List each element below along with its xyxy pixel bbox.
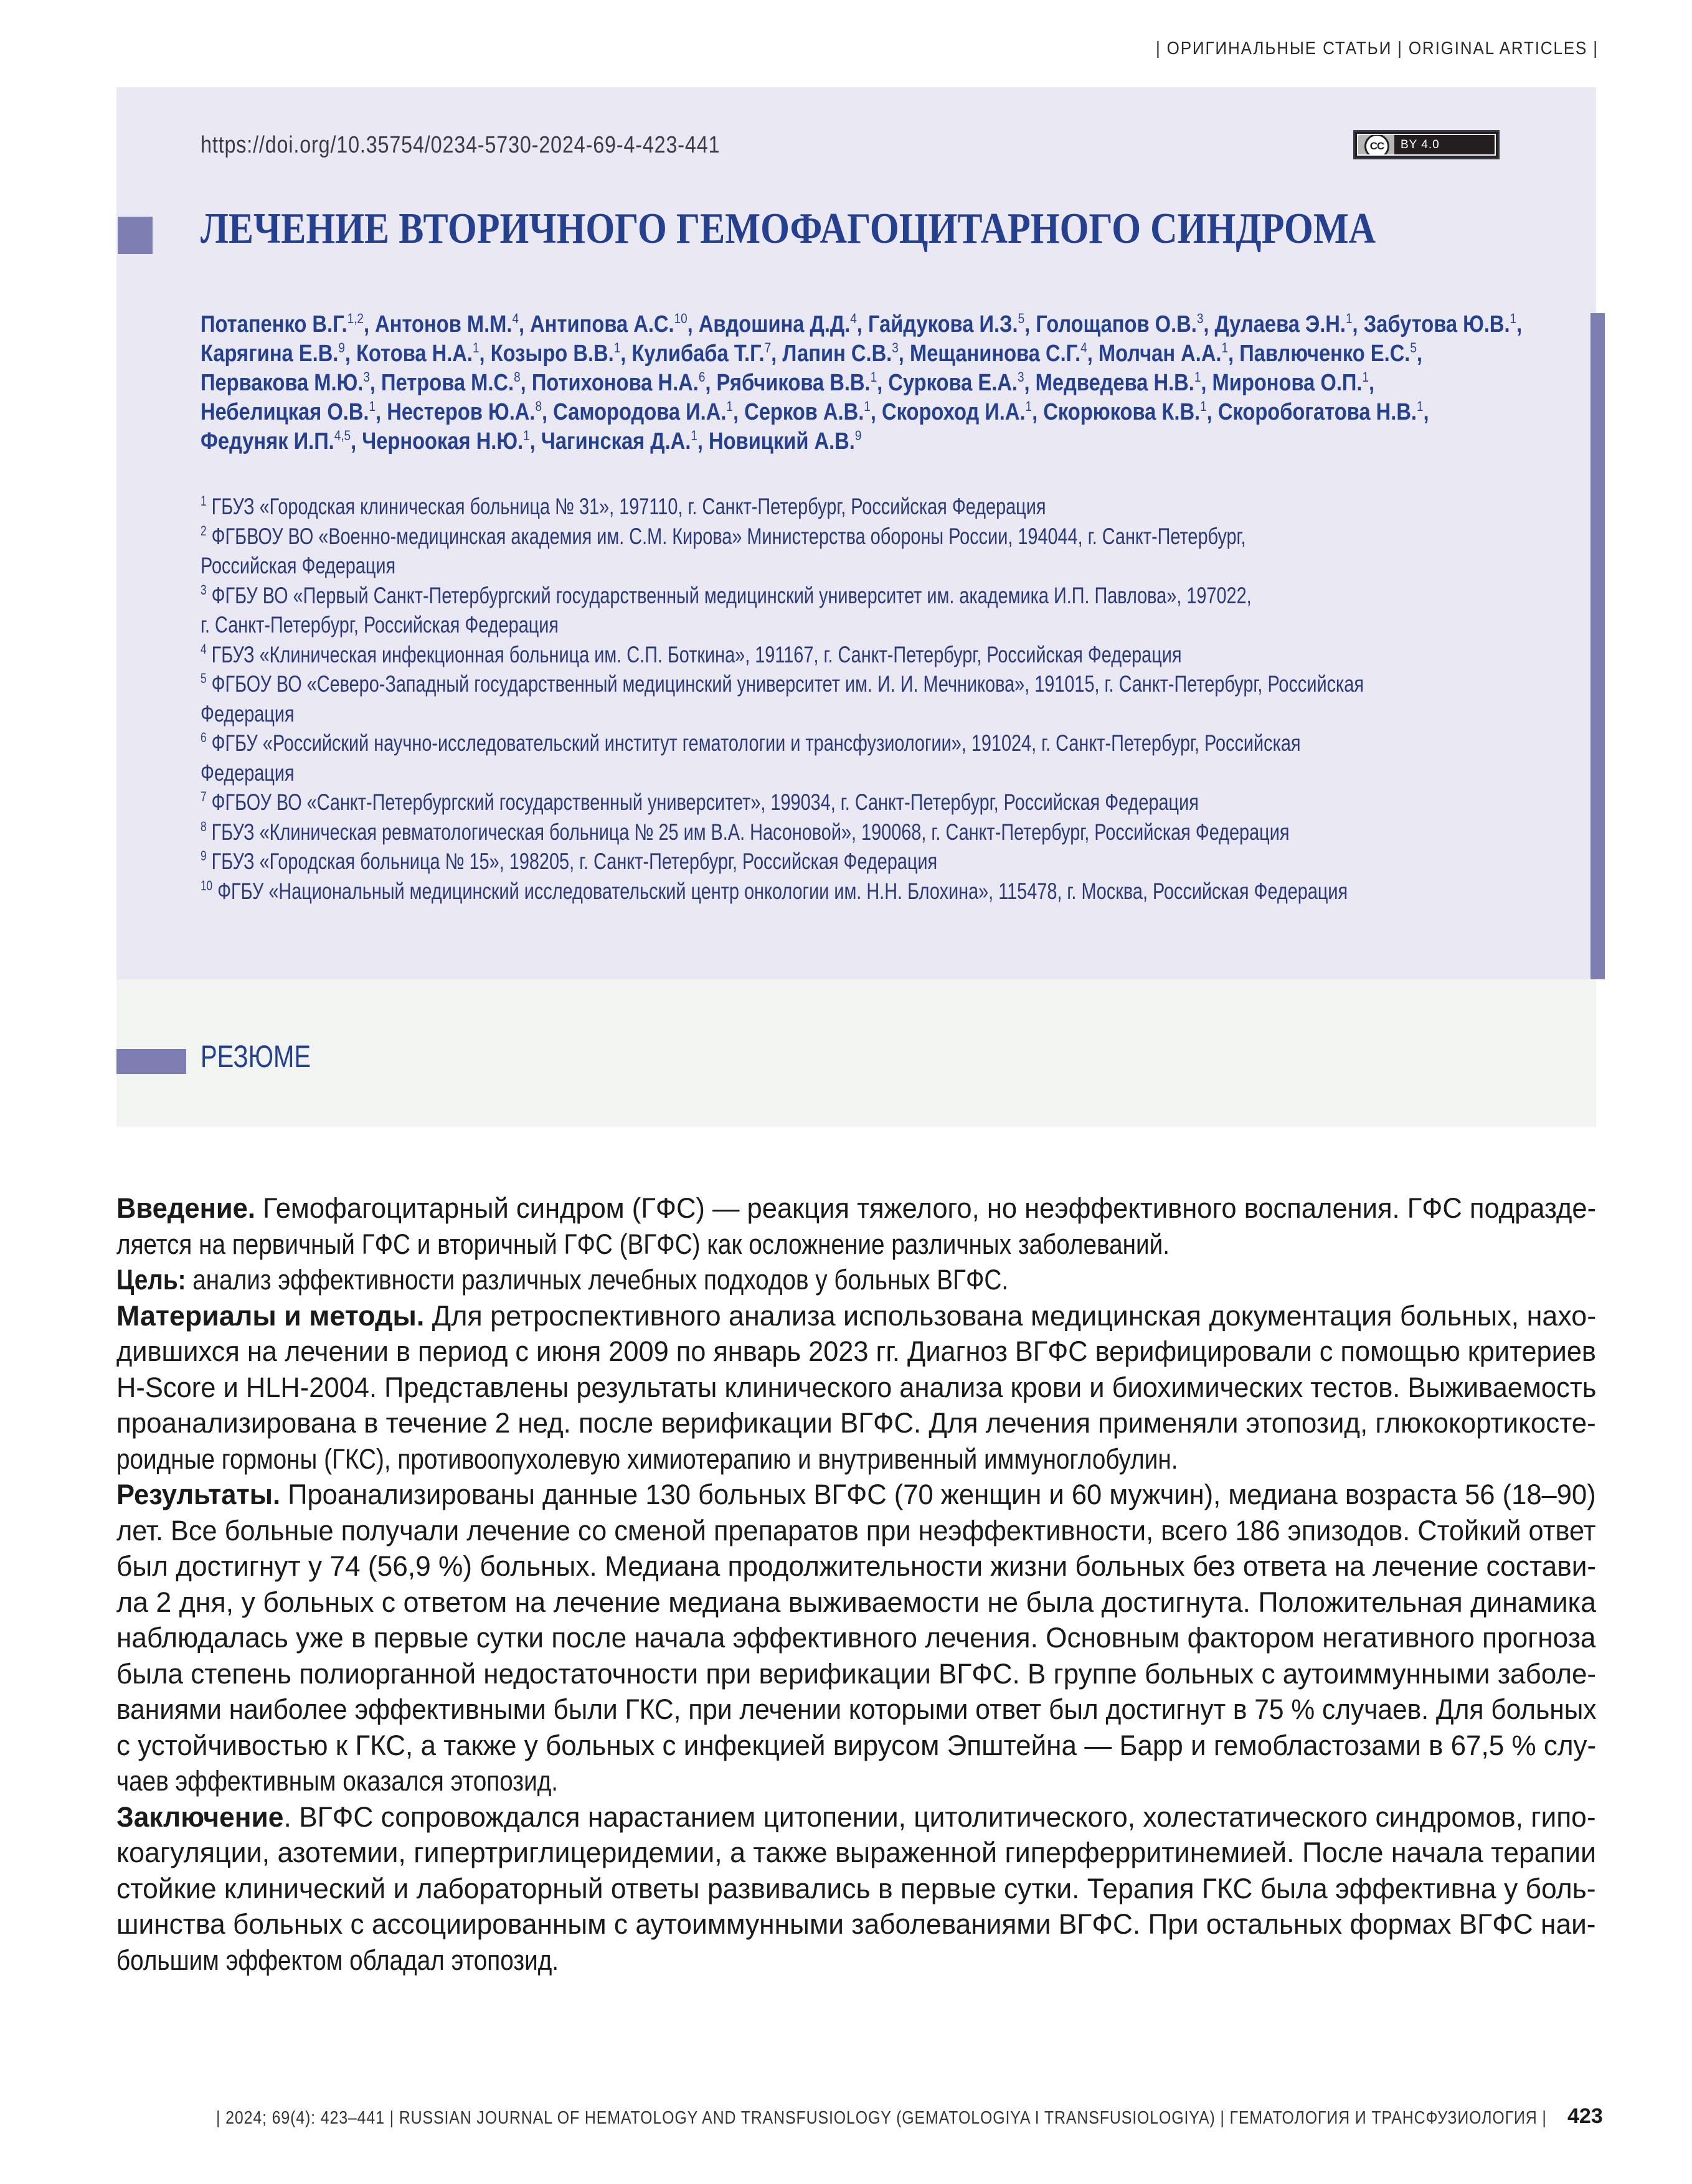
affiliation-ref: 1 <box>1221 340 1229 355</box>
affiliation-line <box>201 877 1512 906</box>
abstract-text: шинства больных с ассоциированным с аутоиммунными заболеваниями ВГФС. При остальных формах ВГФС наи- <box>116 1908 1596 1940</box>
author-line: Федуняк И.П.$^{4,5}$, Черноокая Н.Ю.$^1$, Чагинская Д.А.$^1$, Новицкий А.В.$^9$ <box>201 428 862 454</box>
author-name: Молчан А.А. <box>1098 341 1222 367</box>
abstract-text: . ВГФС сопровождался нарастанием цитопении, цитолитического, холестатического синдромов, гипо- <box>283 1800 1596 1833</box>
abstract-line <box>116 1548 1597 1584</box>
cc-license-badge[interactable] <box>1353 130 1500 159</box>
author-name: Первакова М.Ю. <box>201 370 364 396</box>
affiliation-ref: 1 <box>870 369 877 385</box>
affiliation-line <box>201 699 1512 729</box>
affiliation-list <box>201 492 1692 906</box>
author-name: Голощапов О.В. <box>1036 311 1197 337</box>
abstract-text: лет. Все больные получали лечение со сменой препаратов при неэффективности, всего 186 эпизодов. Стойкий ответ <box>116 1514 1596 1546</box>
author-line: Потапенко В.Г.$^{1,2}$, Антонов М.М.$^4$, Антипова А.С.$^{10}$, Авдошина Д.Д.$^4$, Гайдукова И.З.$^5$, Голощапов О.В.$^3$, Дулаева Э.Н.$^1$, Забутова Ю.В.$^1$, <box>201 311 1523 337</box>
affiliation-ref: 4 <box>512 311 519 326</box>
affiliation-ref: 1 <box>1362 369 1369 385</box>
abstract-line <box>116 1441 1389 1477</box>
author-name: Потапенко В.Г. <box>201 311 347 337</box>
abstract-text: с устойчивостью к ГКС, а также у больных с инфекцией вирусом Эпштейна — Барр и гемобластозами в 67,5 % слу- <box>116 1729 1597 1761</box>
author-name: Мещанинова С.Г. <box>909 341 1081 367</box>
affiliation-ref: 7 <box>764 340 772 355</box>
abstract-text: Гемофагоцитарный синдром (ГФС) — реакция тяжелого, но неэффективного воспаления. ГФС подразде- <box>255 1192 1597 1224</box>
abstract-line <box>116 1835 1597 1871</box>
author-name: Медведева Н.В. <box>1035 370 1194 396</box>
affiliation-ref: 1 <box>1200 398 1207 414</box>
abstract-line <box>116 1620 1596 1656</box>
author-name: Забутова Ю.В. <box>1363 311 1510 337</box>
abstract-line <box>116 1190 1597 1226</box>
affiliation-ref: 4 <box>1080 340 1087 355</box>
affiliation-text: ГБУЗ «Городская больница № 15», 198205, г. Санкт-Петербург, Российская Федерация <box>211 849 938 874</box>
affiliation-number: 7 <box>201 789 207 804</box>
affiliation-text: Федерация <box>201 700 295 727</box>
affiliation-number: 1 <box>201 493 207 509</box>
affiliation-line <box>201 817 1512 847</box>
affiliation-ref: 3 <box>1196 311 1204 326</box>
affiliation-ref: 5 <box>1018 311 1025 326</box>
abstract-section-label: Материалы и методы. <box>116 1299 425 1332</box>
affiliation-line <box>201 758 1512 788</box>
affiliation-number: 8 <box>201 818 207 834</box>
abstract-text: H-Score и HLH-2004. Представлены результаты клинического анализа крови и биохимических тестов. Выживаемость <box>116 1371 1597 1403</box>
author-name: Скорюкова К.В. <box>1043 399 1201 425</box>
abstract-line <box>116 1692 1597 1728</box>
affiliation-ref: 1 <box>369 398 376 414</box>
abstract-text: стойкие клинический и лабораторный ответы развивались в первые сутки. Терапия ГКС была эффективна у боль- <box>116 1872 1596 1904</box>
affiliation-ref: 1 <box>613 340 621 355</box>
author-list <box>201 310 1608 456</box>
abstract-text: был достигнут у 74 (56,9 %) больных. Медиана продолжительности жизни больных без ответа на лечение состави- <box>116 1550 1597 1582</box>
affiliation-ref: 5 <box>1410 340 1417 355</box>
author-line: Первакова М.Ю.$^3$, Петрова М.С.$^8$, Потихонова Н.А.$^6$, Рябчикова В.В.$^1$, Суркова Е.А.$^3$, Медведева Н.В.$^1$, Миронова О.П.$^1$, <box>201 369 1375 396</box>
author-name: Новицкий А.В. <box>709 428 855 454</box>
affiliation-ref: 9 <box>854 428 862 443</box>
author-name: Скороход И.А. <box>881 399 1026 425</box>
affiliation-ref: 6 <box>698 369 706 385</box>
affiliation-ref: 4,5 <box>334 428 351 443</box>
affiliation-ref: 8 <box>514 369 521 385</box>
author-line: Карягина Е.В.$^9$, Котова Н.А.$^1$, Козыро В.В.$^1$, Кулибаба Т.Г.$^7$, Лапин С.В.$^3$, Мещанинова С.Г.$^4$, Молчан А.А.$^1$, Павлюченко Е.С.$^5$, <box>201 340 1423 367</box>
affiliation-ref: 3 <box>892 340 899 355</box>
affiliation-line <box>201 669 1512 699</box>
affiliation-number: 4 <box>201 641 207 657</box>
article-title: ЛЕЧЕНИЕ ВТОРИЧНОГО ГЕМОФАГОЦИТАРНОГО СИНДРОМА <box>201 205 1376 253</box>
doi-link[interactable]: https://doi.org/10.35754/0234-5730-2024-69-4-423-441 <box>201 132 721 158</box>
author-name: Козыро В.В. <box>490 341 614 367</box>
abstract-text: проанализирована в течение 2 нед. после верификации ВГФС. Для лечения применяли этопозид, глюкокортикосте- <box>116 1407 1596 1439</box>
author-name: Скоробогатова Н.В. <box>1217 399 1417 425</box>
abstract-line <box>116 1584 1596 1621</box>
abstract-section-label: Заключение <box>116 1800 284 1833</box>
affiliation-text: ФГБУ «Национальный медицинский исследовательский центр онкологии им. Н.Н. Блохина», 115478, г. Москва, Российская Федерация <box>217 878 1348 904</box>
affiliation-ref: 3 <box>1017 369 1024 385</box>
abstract-text: большим эффектом обладал этопозид. <box>116 1944 559 1976</box>
author-name: Миронова О.П. <box>1212 370 1363 396</box>
author-name: Черноокая Н.Ю. <box>362 428 524 454</box>
affiliation-line <box>201 728 1512 758</box>
summary-band <box>116 979 1596 1127</box>
affiliation-text: ГБУЗ «Клиническая ревматологическая больница № 25 им В.А. Насоновой», 190068, г. Санкт-Петербург, Российская Федерация <box>211 819 1290 845</box>
affiliation-ref: 4 <box>850 311 857 326</box>
page-number: 423 <box>1567 2104 1603 2128</box>
abstract-line <box>116 1656 1597 1692</box>
affiliation-text: ФГБОУ ВО «Санкт-Петербургский государственный университет», 199034, г. Санкт-Петербург, Российская Федерация <box>211 789 1199 815</box>
abstract-line <box>116 1871 1596 1907</box>
license-text: BY 4.0 <box>1401 138 1440 151</box>
affiliation-number: 2 <box>201 522 207 539</box>
abstract-body <box>116 1190 1596 1978</box>
affiliation-line <box>201 522 1512 552</box>
affiliation-ref: 9 <box>338 340 345 355</box>
author-name: Гайдукова И.З. <box>867 311 1018 337</box>
author-name: Авдошина Д.Д. <box>698 311 851 337</box>
abstract-section-label: Результаты. <box>116 1479 281 1510</box>
affiliation-text: ГБУЗ «Городская клиническая больница № 31», 197110, г. Санкт-Петербург, Российская Федерация <box>211 494 1046 519</box>
affiliation-text: ФГБУ «Российский научно-исследовательский институт гематологии и трансфузиологии», 191024, г. Санкт-Петербург, Российская <box>211 730 1301 756</box>
abstract-line <box>116 1298 1597 1334</box>
affiliation-ref: 1,2 <box>347 311 364 326</box>
affiliation-text: Российская Федерация <box>201 553 396 578</box>
affiliation-line <box>201 492 1512 522</box>
abstract-text: дившихся на лечении в период с июня 2009 по январь 2023 гг. Диагноз ВГФС верифицировали с помощью критериев <box>116 1335 1596 1367</box>
affiliation-line <box>201 788 1512 817</box>
abstract-text: роидные гормоны (ГКС), противоопухолевую химиотерапию и внутривенный иммуноглобулин. <box>116 1443 1178 1475</box>
abstract-line <box>116 1906 1596 1942</box>
abstract-text: была степень полиорганной недостаточности при верификации ВГФС. В группе больных с аутоиммунными заболе- <box>116 1657 1597 1690</box>
affiliation-line <box>201 640 1512 670</box>
affiliation-ref: 1 <box>473 340 480 355</box>
affiliation-ref: 3 <box>363 369 370 385</box>
affiliation-ref: 1 <box>1417 398 1424 414</box>
affiliation-number: 5 <box>201 671 207 686</box>
author-name: Самородова И.А. <box>553 399 727 425</box>
affiliation-number: 6 <box>201 730 207 745</box>
creative-commons-icon: CC <box>1364 134 1389 156</box>
author-name: Котова Н.А. <box>356 341 473 367</box>
abstract-line <box>116 1513 1596 1549</box>
affiliation-ref: 8 <box>535 398 542 414</box>
abstract-text: ваниями наиболее эффективными были ГКС, при лечении которыми ответ был достигнут в 75 % случаев. Для больных <box>116 1693 1597 1725</box>
author-name: Павлюченко Е.С. <box>1239 341 1411 367</box>
affiliation-line <box>201 610 1512 640</box>
author-name: Кулибаба Т.Г. <box>631 341 765 367</box>
abstract-section-label: Цель: <box>116 1264 186 1296</box>
author-name: Серков А.В. <box>744 399 864 425</box>
abstract-line <box>116 1262 1389 1298</box>
affiliation-number: 3 <box>201 581 207 598</box>
abstract-text: ляется на первичный ГФС и вторичный ГФС (ВГФС) как осложнение различных заболеваний. <box>116 1228 1170 1260</box>
abstract-line <box>116 1799 1596 1835</box>
abstract-text: наблюдалась уже в первые сутки после начала эффективного лечения. Основным фактором негативного прогноза <box>116 1622 1596 1654</box>
affiliation-text: г. Санкт-Петербург, Российская Федерация <box>201 612 559 638</box>
affiliation-number: 9 <box>201 848 207 864</box>
affiliation-ref: 1 <box>523 428 530 443</box>
abstract-line <box>116 1226 1389 1263</box>
author-name: Антонов М.М. <box>375 311 513 337</box>
author-name: Потихонова Н.А. <box>531 370 699 396</box>
affiliation-ref: 1 <box>1510 311 1517 326</box>
author-name: Небелицкая О.В. <box>201 399 369 425</box>
affiliation-text: ФГБВОУ ВО «Военно-медицинская академия им. С.М. Кирова» Министерства обороны России, 194044, г. Санкт-Петербург, <box>211 523 1246 549</box>
author-name: Суркова Е.А. <box>888 370 1018 396</box>
abstract-line <box>116 1728 1597 1764</box>
affiliation-ref: 10 <box>674 311 688 326</box>
abstract-line <box>116 1763 1389 1799</box>
abstract-line <box>116 1370 1597 1406</box>
author-name: Антипова А.С. <box>530 311 674 337</box>
affiliation-line <box>201 847 1512 877</box>
author-name: Карягина Е.В. <box>201 341 339 367</box>
affiliation-text: ГБУЗ «Клиническая инфекционная больница им. С.П. Боткина», 191167, г. Санкт-Петербург, Российская Федерация <box>211 641 1182 667</box>
author-name: Нестеров Ю.А. <box>387 399 536 425</box>
running-head: | ОРИГИНАЛЬНЫЕ СТАТЬИ | ORIGINAL ARTICLES | <box>1156 39 1599 59</box>
author-line: Небелицкая О.В.$^1$, Нестеров Ю.А.$^8$, Самородова И.А.$^1$, Серков А.В.$^1$, Скороход И.А.$^1$, Скорюкова К.В.$^1$, Скоробогатова Н.В.$^1$, <box>201 398 1429 425</box>
cc-logo-panel <box>1358 135 1394 154</box>
author-name: Дулаева Э.Н. <box>1214 311 1346 337</box>
abstract-line <box>116 1405 1596 1441</box>
abstract-line <box>116 1942 1389 1979</box>
affiliation-ref: 1 <box>864 398 871 414</box>
affiliation-text: ФГБУ ВО «Первый Санкт-Петербургский государственный медицинский университет им. академика И.П. Павлова», 197022, <box>211 582 1252 608</box>
affiliation-ref: 1 <box>726 398 733 414</box>
abstract-line <box>116 1477 1596 1513</box>
abstract-text: Для ретроспективного анализа использована медицинская документация больных, нахо- <box>424 1299 1597 1332</box>
affiliation-ref: 1 <box>691 428 697 443</box>
footer-citation: | 2024; 69(4): 423–441 | RUSSIAN JOURNAL OF HEMATOLOGY AND TRANSFUSIOLOGY (GEMATOLOGIYA I TRANSFUSIOLOGIYA) | ГЕМАТОЛОГИЯ И ТРАНСФУЗИОЛОГИЯ | <box>216 2108 1547 2128</box>
abstract-line <box>116 1334 1596 1370</box>
affiliation-line <box>201 581 1512 611</box>
author-name: Лапин С.В. <box>782 341 892 367</box>
abstract-text: чаев эффективным оказался этопозид. <box>116 1765 559 1797</box>
affiliation-number: 10 <box>201 877 213 893</box>
affiliation-line <box>201 551 1512 581</box>
title-marker <box>118 217 153 254</box>
author-name: Рябчикова В.В. <box>716 370 871 396</box>
affiliation-ref: 1 <box>1345 311 1353 326</box>
abstract-text: Проанализированы данные 130 больных ВГФС (70 женщин и 60 мужчин), медиана возраста 56 (18–90) <box>280 1479 1596 1510</box>
author-name: Петрова М.С. <box>381 370 514 396</box>
summary-heading: РЕЗЮМЕ <box>201 1039 311 1074</box>
abstract-text: ла 2 дня, у больных с ответом на лечение медиана выживаемости не была достигнута. Положительная динамика <box>116 1586 1596 1618</box>
affiliation-ref: 1 <box>1194 369 1201 385</box>
abstract-text: анализ эффективности различных лечебных подходов у больных ВГФС. <box>186 1264 1009 1296</box>
affiliation-text: ФГБОУ ВО «Северо-Западный государственный медицинский университет им. И. И. Мечникова», 191015, г. Санкт-Петербург, Российская <box>211 671 1364 697</box>
author-name: Федуняк И.П. <box>201 428 334 454</box>
abstract-text: коагуляции, азотемии, гипертриглицеридемии, а также выраженной гиперферритинемией. После начала терапии <box>116 1837 1597 1868</box>
summary-marker <box>116 1049 186 1074</box>
affiliation-text: Федерация <box>201 760 295 786</box>
abstract-section-label: Введение. <box>116 1192 255 1224</box>
affiliation-ref: 1 <box>1025 398 1033 414</box>
author-name: Чагинская Д.А. <box>541 428 691 454</box>
